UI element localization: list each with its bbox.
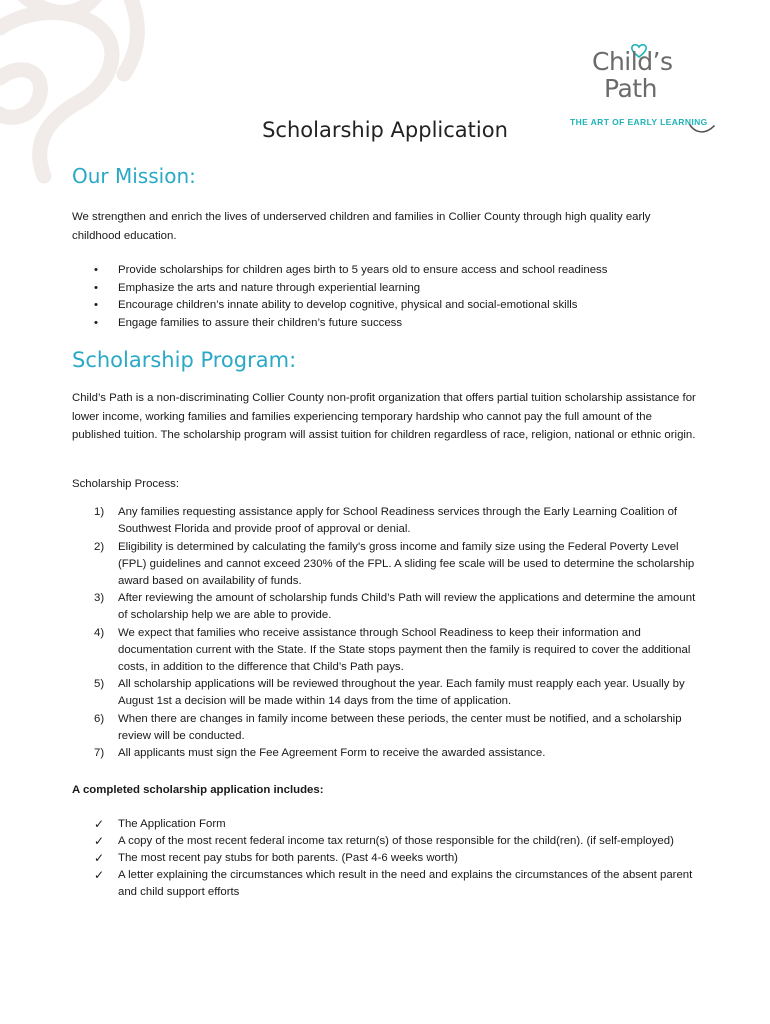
- logo-tagline: THE ART OF EARLY LEARNING: [570, 117, 708, 127]
- list-item: [72, 590, 702, 624]
- checklist-text: The Application Form: [118, 818, 226, 830]
- list-item: • Engage families to assure their children’s future success: [72, 315, 702, 333]
- step-text: All scholarship applications will be reviewed throughout the year. Each family must reapply each year. Usually by August 1st a decision will be made within 14 days from the time of application.: [118, 678, 685, 707]
- list-item: [72, 625, 702, 676]
- step-text: After reviewing the amount of scholarship funds Child’s Path will review the applications and determine the amount of scholarship help we are able to provide.: [118, 592, 696, 621]
- list-item: [72, 711, 702, 745]
- list-item: [72, 833, 702, 850]
- list-item: [72, 745, 702, 762]
- step-number: 5): [94, 678, 105, 690]
- checklist-text: A letter explaining the circumstances which result in the need and explains the circumstances of the absent parent and child support efforts: [118, 869, 693, 898]
- process-steps-list: [72, 504, 702, 763]
- list-item: [72, 676, 702, 710]
- list-item: • Provide scholarships for children ages birth to 5 years old to ensure access and school readiness: [72, 262, 702, 280]
- mission-heading: Our Mission:: [72, 164, 196, 188]
- step-text: Any families requesting assistance apply for School Readiness services through the Early Learning Coalition of Southwest Florida and provide proof of approval or denial.: [118, 506, 678, 535]
- includes-heading: A completed scholarship application includes:: [72, 784, 324, 796]
- list-item: • Emphasize the arts and nature through experiential learning: [72, 280, 702, 298]
- step-number: 1): [94, 506, 105, 518]
- step-number: 2): [94, 540, 105, 553]
- list-item: [72, 504, 702, 538]
- program-heading: Scholarship Program:: [72, 348, 297, 372]
- step-text: We expect that families who receive assistance through School Readiness to keep their information and documentation current with the State. If the State stops payment then the family is required to cover the additional costs, in addition to the difference that Child’s Path pays.: [118, 626, 691, 673]
- checkmark-icon: ✓: [94, 851, 105, 865]
- step-text: All applicants must sign the Fee Agreement Form to receive the awarded assistance.: [118, 747, 546, 759]
- includes-checklist: [72, 816, 702, 901]
- logo-name-line1: Child’s: [592, 47, 673, 76]
- list-item: • Encourage children’s innate ability to develop cognitive, physical and social-emotional skills: [72, 297, 702, 315]
- checkmark-icon: ✓: [94, 817, 105, 831]
- checkmark-icon: ✓: [94, 868, 105, 882]
- list-item: [72, 816, 702, 833]
- checklist-text: The most recent pay stubs for both parents. (Past 4-6 weeks worth): [118, 852, 458, 864]
- mission-bullet-list: [72, 262, 702, 332]
- checkmark-icon: ✓: [94, 834, 105, 848]
- program-intro: Child’s Path is a non-discriminating Collier County non-profit organization that offers partial tuition scholarship assistance for lower income, working families and families experiencing temporary hardship who cannot pay the full amount of the published tuition. The scholarship program will assist tuition for children regardless of race, religion, national or ethnic origin.: [72, 392, 696, 441]
- step-text: Eligibility is determined by calculating the family's gross income and family size using the Federal Poverty Level (FPL) guidelines and cannot exceed 230% of the FPL. A sliding fee scale will be used to determine the scholarship award based on availability of funds.: [118, 540, 695, 587]
- step-number: 6): [94, 712, 105, 725]
- mission-intro: We strengthen and enrich the lives of underserved children and families in Collier County through high quality early childhood education.: [72, 211, 651, 242]
- step-number: 3): [94, 592, 105, 604]
- list-item: [72, 867, 702, 901]
- process-label: Scholarship Process:: [72, 478, 179, 490]
- step-number: 4): [94, 626, 105, 639]
- step-number: 7): [94, 747, 105, 759]
- logo-wordmark: [592, 48, 692, 102]
- list-item: [72, 539, 702, 590]
- logo-name-line2: Path: [604, 74, 657, 103]
- list-item: [72, 850, 702, 867]
- checklist-text: A copy of the most recent federal income tax return(s) of those responsible for the child(ren). (if self-employed): [118, 835, 674, 847]
- step-text: When there are changes in family income between these periods, the center must be notified, and a scholarship review will be conducted.: [118, 712, 682, 742]
- page-title: Scholarship Application: [262, 118, 508, 142]
